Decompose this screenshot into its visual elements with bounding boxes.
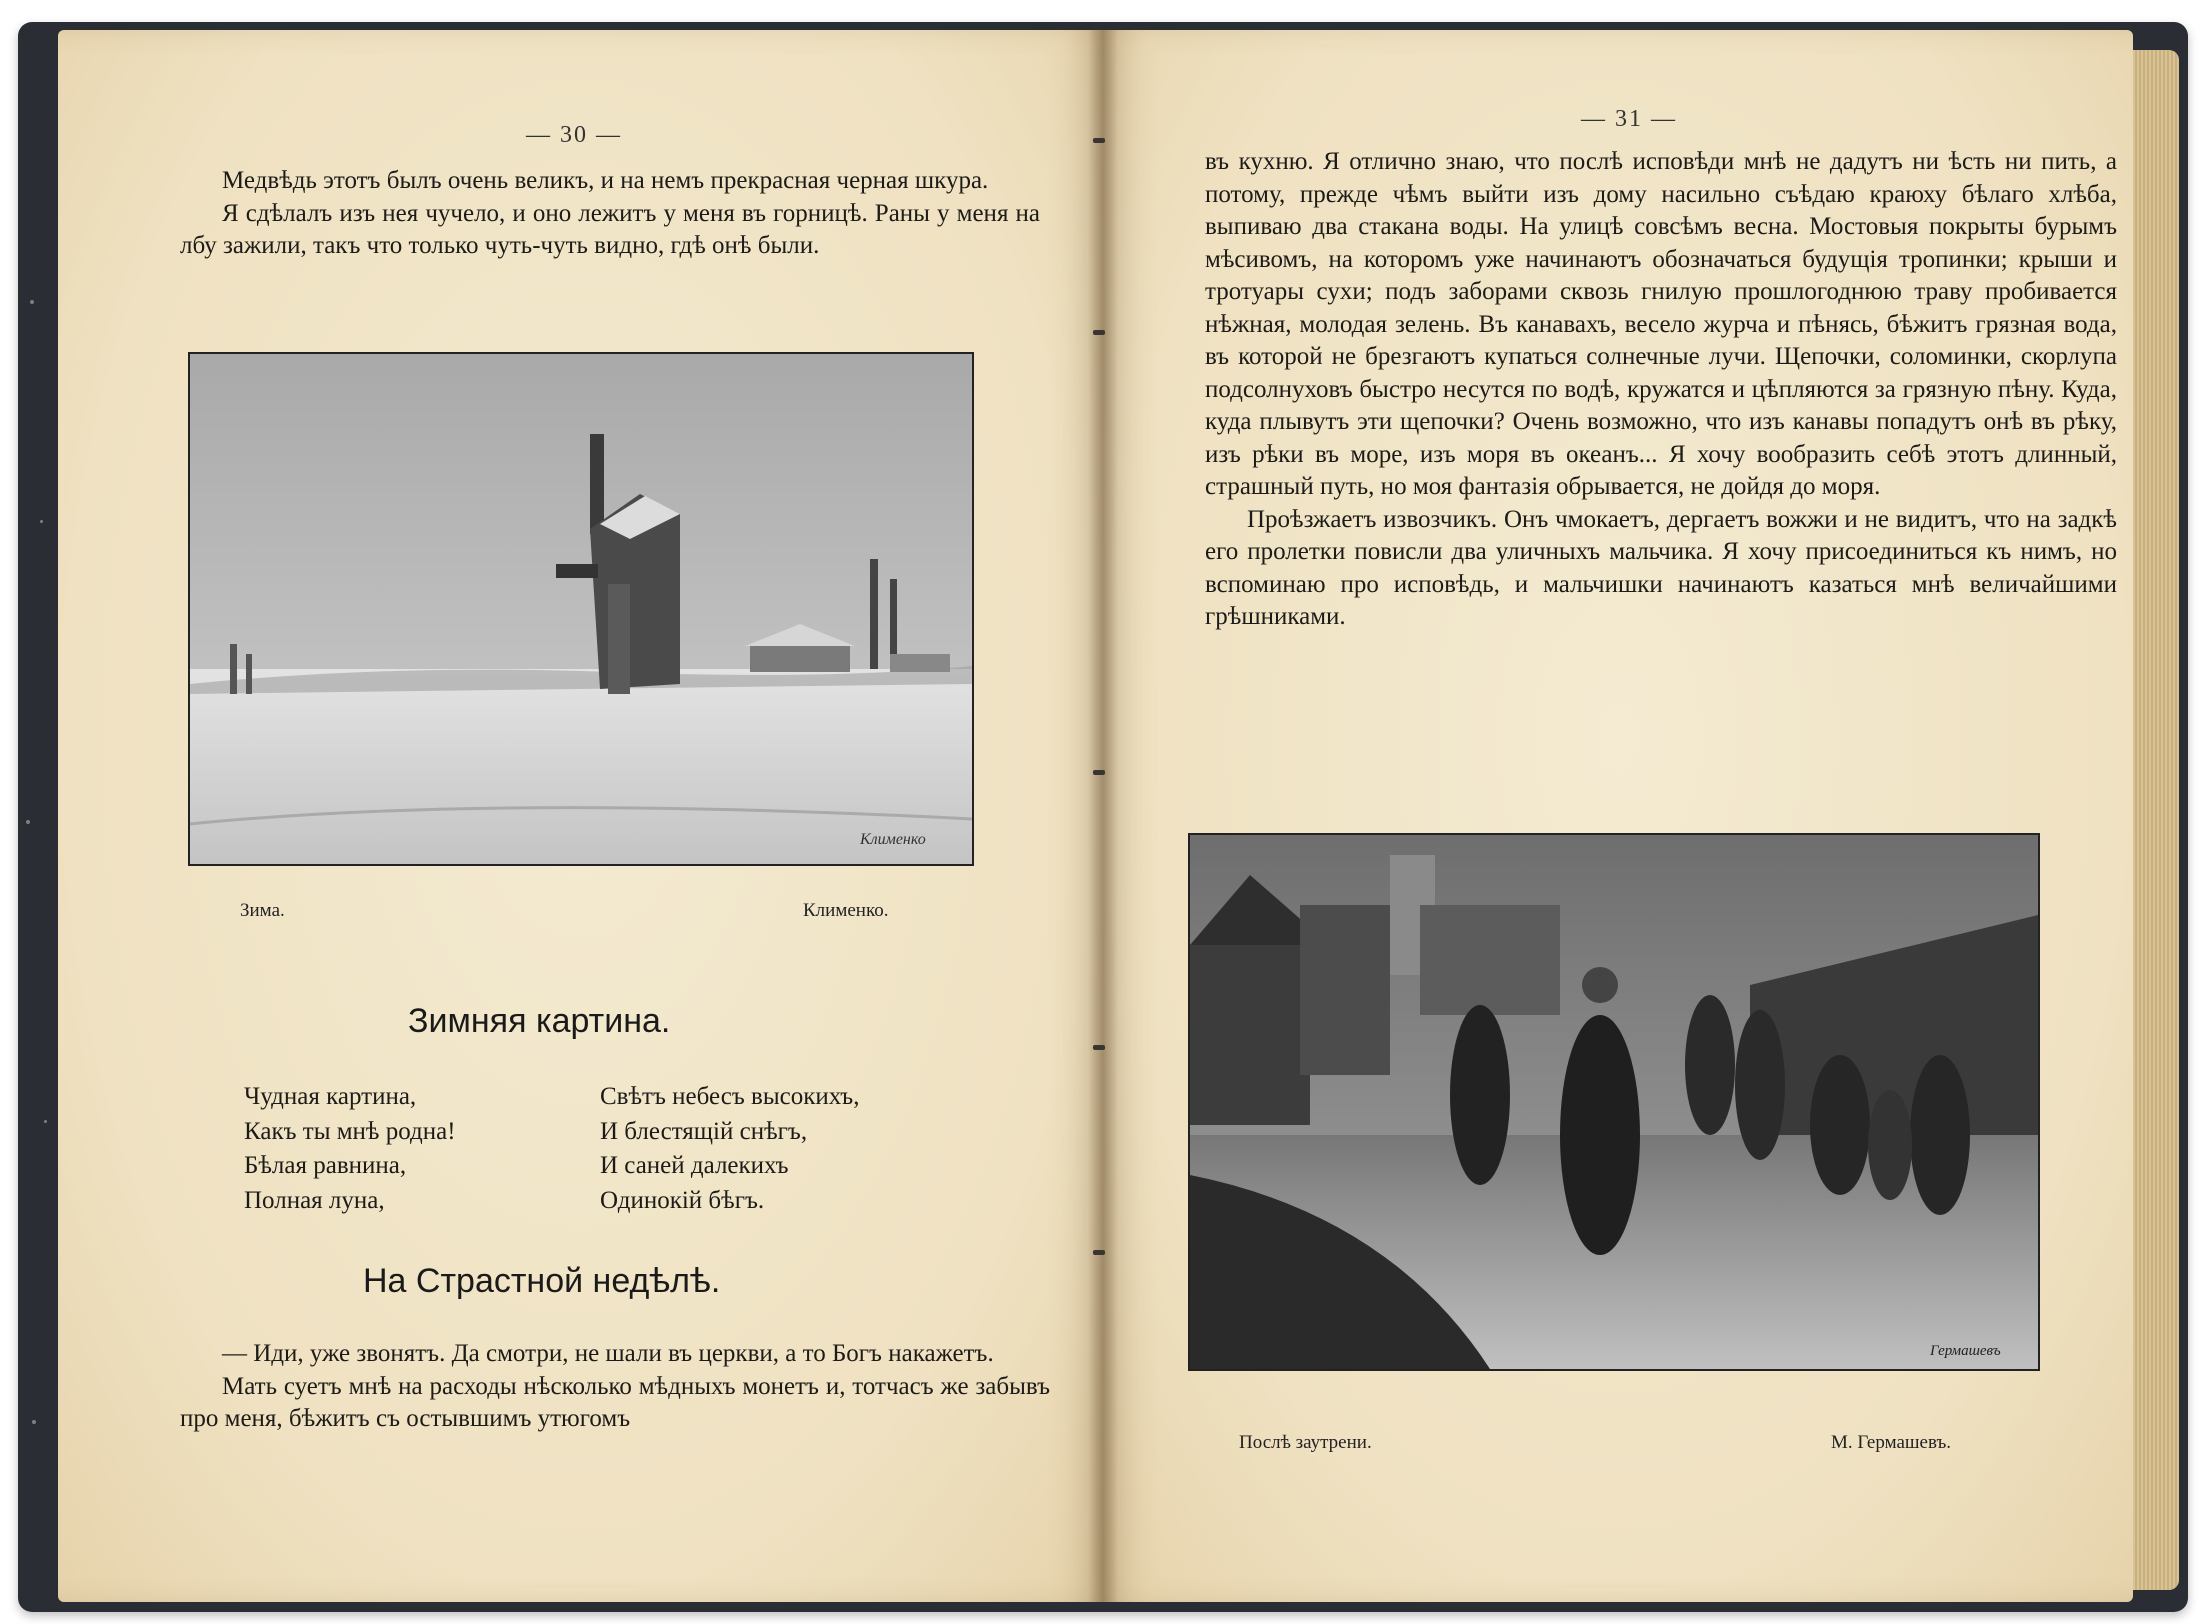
story-text bbox=[180, 1338, 1050, 1436]
story-title: На Страстной недѣлѣ. bbox=[363, 1262, 721, 1300]
figure-title: Зима. bbox=[240, 900, 285, 921]
poem-column-left bbox=[244, 1080, 456, 1218]
painting-signature: Гермашевъ bbox=[1930, 1343, 2001, 1359]
paragraph: Я сдѣлалъ изъ нея чучело, и оно лежитъ у меня въ горницѣ. Раны у меня на лбу зажили, такъ что только чуть-чуть видно, гдѣ онѣ были. bbox=[180, 199, 1040, 259]
right-text bbox=[1205, 146, 2117, 634]
verse-line: Полная луна, bbox=[244, 1186, 385, 1214]
verse-line: Чудная картина, bbox=[244, 1083, 417, 1110]
verse-line: И блестящій снѣгъ, bbox=[600, 1117, 808, 1145]
paragraph: въ кухню. Я отлично знаю, что послѣ исповѣди мнѣ не дадутъ ни ѣсть ни пить, а потому, прежде чѣмъ выйти изъ дому насильно съѣдаю краюху бѣлаго хлѣба, выпиваю два стакана воды. На улицѣ совсѣмъ весна. Мостовыя покрыты бурымъ мѣсивомъ, на которомъ уже начинаютъ обозначаться будущія тропинки; крыши и тротуары сухи; подъ заборами сквозь гнилую прошлогоднюю траву пробивается нѣжная, молодая зелень. Въ канавахъ, весело журча и пѣнясь, бѣжитъ грязная вода, въ которой не брезгаютъ купаться солнечные лучи. Щепочки, соломинки, скорлупа подсолнуховъ быстро несутся по водѣ, кружатся и цѣпляются за грязную пѣну. Куда, куда плывутъ эти щепочки? Очень возможно, что изъ канавы попадутъ онѣ въ рѣку, изъ рѣки въ море, изъ моря въ океанъ... Я хочу вообразить себѣ этотъ длинный, страшный путь, но моя фантазія обрывается, не дойдя до моря. bbox=[1205, 148, 2117, 500]
figure-title: Послѣ заутрени. bbox=[1239, 1432, 1372, 1453]
left-top-text bbox=[180, 165, 1040, 263]
easter-painting bbox=[1190, 835, 2038, 1369]
page-number: — 31 — bbox=[1581, 106, 1677, 132]
verse-line: Свѣтъ небесъ высокихъ, bbox=[600, 1083, 860, 1110]
right-page bbox=[1103, 30, 2133, 1602]
left-page bbox=[58, 30, 1103, 1602]
verse-line: Бѣлая равнина, bbox=[244, 1152, 407, 1179]
figure-artist: Клименко. bbox=[803, 900, 889, 921]
verse-line: И саней далекихъ bbox=[600, 1152, 789, 1179]
paragraph: — Иди, уже звонятъ. Да смотри, не шали въ церкви, а то Богъ накажетъ. bbox=[222, 1340, 994, 1367]
winter-illustration bbox=[188, 352, 974, 866]
easter-illustration bbox=[1188, 833, 2040, 1371]
verse-line: Одинокій бѣгъ. bbox=[600, 1186, 765, 1214]
figure-artist: М. Гермашевъ. bbox=[1831, 1432, 1952, 1453]
page-number: — 30 — bbox=[526, 122, 622, 148]
binding-stitch bbox=[1093, 138, 1105, 143]
binding-stitch bbox=[1093, 330, 1105, 335]
paragraph: Проѣзжаетъ извозчикъ. Онъ чмокаетъ, дергаетъ вожжи и не видитъ, что на задкѣ его пролетки повисли два уличныхъ мальчика. Я хочу присоединиться къ нимъ, но вспоминаю про исповѣдь, и мальчишки начинаютъ казаться мнѣ величайшими грѣшниками. bbox=[1205, 505, 2117, 630]
binding-stitch bbox=[1093, 1045, 1105, 1050]
binding-stitch bbox=[1093, 1250, 1105, 1255]
paragraph: Мать суетъ мнѣ на расходы нѣсколько мѣдныхъ монетъ и, тотчасъ же забывъ про меня, бѣжитъ съ остывшимъ утюгомъ bbox=[180, 1372, 1050, 1432]
poem-title: Зимняя картина. bbox=[408, 1002, 671, 1040]
book-gutter bbox=[1088, 30, 1118, 1602]
paragraph: Медвѣдь этотъ былъ очень великъ, и на немъ прекрасная черная шкура. bbox=[222, 167, 989, 194]
poem-column-right bbox=[600, 1080, 859, 1218]
painting-signature: Клименко bbox=[860, 831, 926, 848]
page-edges bbox=[2133, 50, 2179, 1590]
binding-stitch bbox=[1093, 770, 1105, 775]
winter-painting bbox=[190, 354, 972, 864]
verse-line: Какъ ты мнѣ родна! bbox=[244, 1117, 456, 1145]
